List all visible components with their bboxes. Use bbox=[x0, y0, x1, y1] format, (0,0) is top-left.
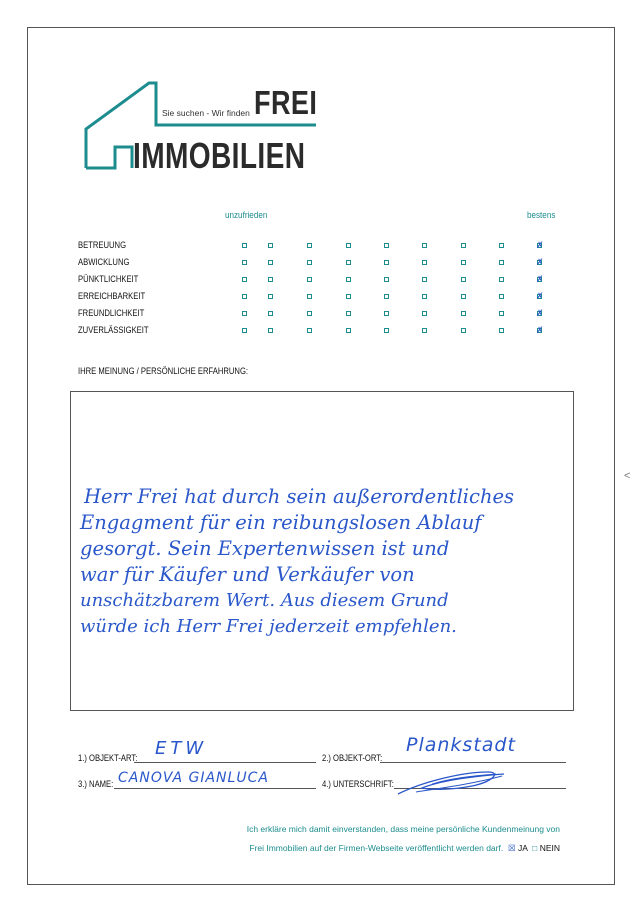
checkbox-checked-icon[interactable]: ☒ bbox=[507, 843, 516, 853]
rating-checkbox[interactable] bbox=[346, 328, 351, 333]
consent-line-1: Ich erkläre mich damit einverstanden, dass meine persönliche Kundenmeinung von bbox=[246, 824, 560, 834]
rating-checkbox[interactable] bbox=[384, 311, 389, 316]
rating-checkbox[interactable] bbox=[268, 243, 273, 248]
rating-label: ABWICKLUNG bbox=[78, 257, 130, 267]
rating-label: ZUVERLÄSSIGKEIT bbox=[78, 325, 149, 335]
opinion-line: war für Käufer und Verkäufer von bbox=[80, 563, 415, 586]
rating-label: ERREICHBARKEIT bbox=[78, 291, 146, 301]
checkmark-icon: ✗ bbox=[536, 325, 544, 335]
opinion-line: Herr Frei hat durch sein außerordentliches bbox=[84, 485, 515, 508]
scale-low-label: unzufrieden bbox=[225, 210, 268, 220]
opinion-line: würde ich Herr Frei jederzeit empfehlen. bbox=[80, 616, 457, 637]
checkbox-empty-icon[interactable]: □ bbox=[532, 843, 538, 853]
rating-checkbox[interactable] bbox=[384, 277, 389, 282]
rating-checkbox[interactable] bbox=[307, 260, 312, 265]
rating-checkbox[interactable] bbox=[242, 277, 247, 282]
rating-checkbox[interactable] bbox=[499, 311, 504, 316]
rating-checkbox[interactable] bbox=[307, 277, 312, 282]
checkmark-icon: ✗ bbox=[536, 257, 544, 267]
rating-checkbox[interactable] bbox=[307, 243, 312, 248]
consent-text bbox=[230, 820, 560, 858]
checkmark-icon: ✗ bbox=[536, 274, 544, 284]
rating-checkbox[interactable] bbox=[422, 243, 427, 248]
rating-checkbox[interactable] bbox=[307, 311, 312, 316]
rating-checkbox[interactable] bbox=[422, 328, 427, 333]
rating-checkbox[interactable] bbox=[422, 260, 427, 265]
rating-checkbox[interactable] bbox=[242, 260, 247, 265]
rating-checkbox[interactable] bbox=[242, 311, 247, 316]
rating-checkbox[interactable] bbox=[499, 294, 504, 299]
opinion-line: Engagment für ein reibungslosen Ablauf bbox=[80, 511, 482, 534]
consent-line-2-text: Frei Immobilien auf der Firmen-Webseite veröffentlicht werden darf. bbox=[249, 843, 504, 853]
rating-checkbox[interactable] bbox=[499, 277, 504, 282]
rating-checkbox[interactable] bbox=[268, 277, 273, 282]
rating-checkbox[interactable] bbox=[461, 328, 466, 333]
rating-checkbox[interactable] bbox=[346, 294, 351, 299]
rating-checkbox[interactable] bbox=[242, 328, 247, 333]
consent-no-label: NEIN bbox=[539, 843, 560, 853]
rating-checkbox[interactable] bbox=[242, 294, 247, 299]
rating-checkbox[interactable] bbox=[422, 277, 427, 282]
name-line bbox=[114, 788, 316, 789]
rating-checkbox[interactable] bbox=[461, 277, 466, 282]
consent-line-2 bbox=[230, 839, 560, 858]
objekt-ort-field[interactable]: Plankstadt bbox=[406, 734, 516, 756]
consent-no-option[interactable] bbox=[530, 843, 560, 853]
objekt-art-field[interactable]: ETW bbox=[155, 738, 208, 759]
rating-checkbox[interactable] bbox=[461, 294, 466, 299]
name-label: 3.) NAME: bbox=[78, 779, 114, 789]
rating-checkbox[interactable] bbox=[422, 311, 427, 316]
signature-icon[interactable] bbox=[392, 762, 512, 802]
checkmark-icon: ✗ bbox=[536, 240, 544, 250]
margin-mark: < bbox=[624, 470, 631, 482]
rating-label: PÜNKTLICHKEIT bbox=[78, 274, 139, 284]
rating-checkbox[interactable] bbox=[461, 243, 466, 248]
rating-checkbox[interactable] bbox=[346, 260, 351, 265]
opinion-label: IHRE MEINUNG / PERSÖNLICHE ERFAHRUNG: bbox=[78, 366, 249, 376]
rating-checkbox[interactable] bbox=[346, 277, 351, 282]
opinion-line: gesorgt. Sein Expertenwissen ist und bbox=[80, 537, 450, 560]
opinion-handwriting bbox=[80, 484, 560, 640]
checkmark-icon: ✗ bbox=[536, 308, 544, 318]
unterschrift-label: 4.) UNTERSCHRIFT: bbox=[322, 779, 394, 789]
rating-checkbox[interactable] bbox=[307, 294, 312, 299]
rating-checkbox[interactable] bbox=[268, 328, 273, 333]
checkmark-icon: ✗ bbox=[536, 291, 544, 301]
rating-checkbox[interactable] bbox=[461, 311, 466, 316]
rating-checkbox[interactable] bbox=[242, 243, 247, 248]
rating-checkbox[interactable] bbox=[384, 243, 389, 248]
logo-tagline: Sie suchen - Wir finden bbox=[162, 108, 250, 118]
scale-high-label: bestens bbox=[527, 210, 556, 220]
opinion-line: unschätzbarem Wert. Aus diesem Grund bbox=[80, 590, 449, 611]
rating-checkbox[interactable] bbox=[384, 328, 389, 333]
rating-label: FREUNDLICHKEIT bbox=[78, 308, 145, 318]
rating-checkbox[interactable] bbox=[422, 294, 427, 299]
rating-checkbox[interactable] bbox=[268, 260, 273, 265]
rating-checkbox[interactable] bbox=[307, 328, 312, 333]
rating-checkbox[interactable] bbox=[268, 311, 273, 316]
rating-checkbox[interactable] bbox=[499, 328, 504, 333]
rating-checkbox[interactable] bbox=[499, 243, 504, 248]
rating-checkbox[interactable] bbox=[384, 294, 389, 299]
objekt-ort-label: 2.) OBJEKT-ORT: bbox=[322, 753, 383, 763]
consent-yes-label: JA bbox=[517, 843, 528, 853]
name-field[interactable]: CANOVA GIANLUCA bbox=[118, 770, 269, 786]
rating-checkbox[interactable] bbox=[346, 311, 351, 316]
logo-word-immobilien: IMMOBILIEN bbox=[133, 135, 306, 176]
rating-checkbox[interactable] bbox=[461, 260, 466, 265]
objekt-art-line bbox=[134, 762, 316, 763]
rating-checkbox[interactable] bbox=[346, 243, 351, 248]
objekt-art-label: 1.) OBJEKT-ART: bbox=[78, 753, 138, 763]
rating-checkbox[interactable] bbox=[268, 294, 273, 299]
rating-label: BETREUUNG bbox=[78, 240, 127, 250]
rating-checkbox[interactable] bbox=[499, 260, 504, 265]
consent-yes-option[interactable] bbox=[506, 843, 530, 853]
rating-checkbox[interactable] bbox=[384, 260, 389, 265]
logo-word-frei: FREI bbox=[254, 84, 318, 121]
